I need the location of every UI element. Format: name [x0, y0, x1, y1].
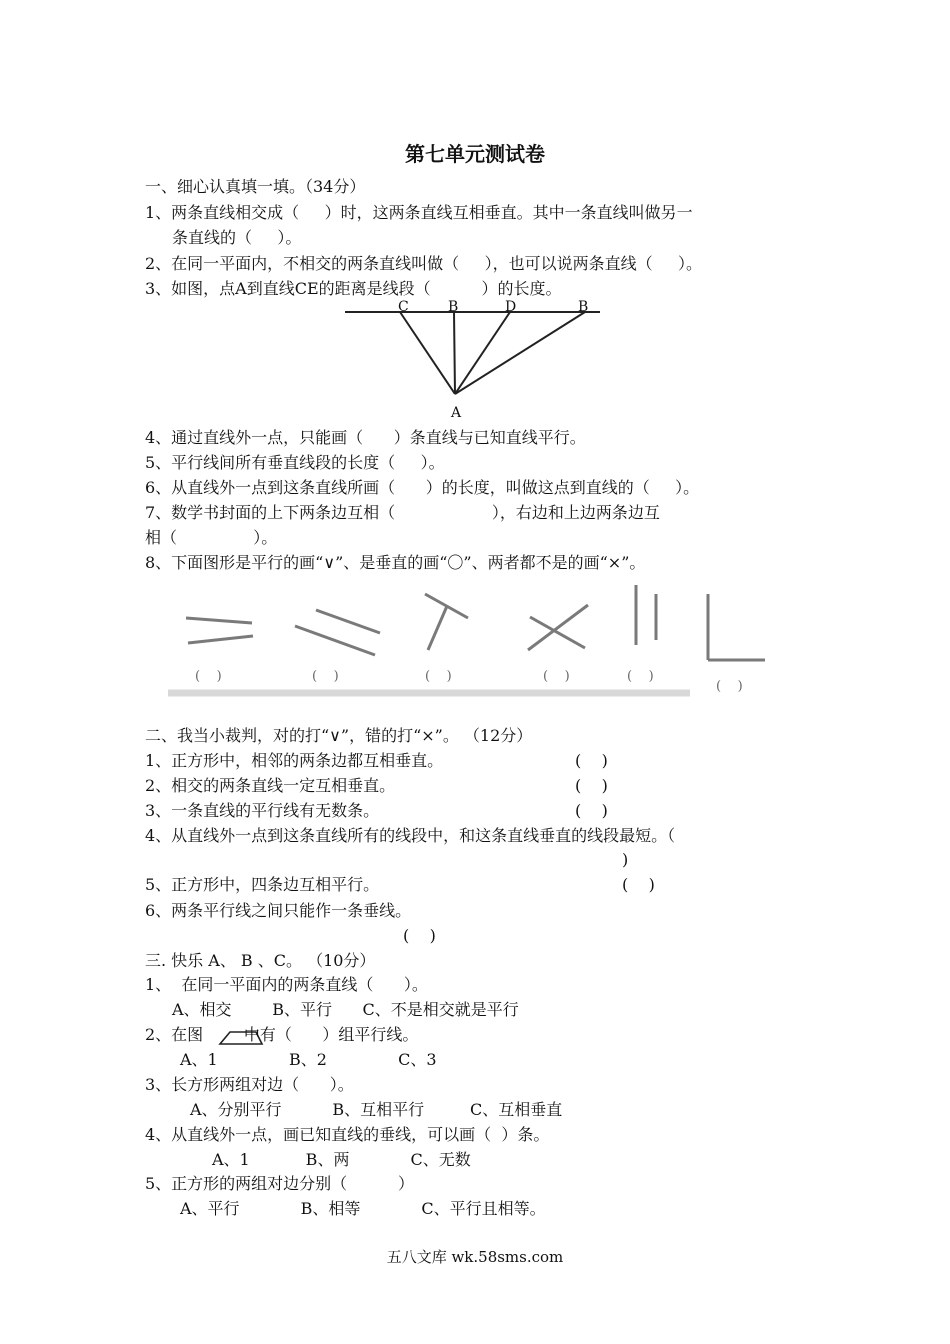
choice-4-options: A、1 B、两 C、无数 [212, 1150, 471, 1169]
page-title: 第七单元测试卷 [405, 142, 545, 166]
label-d: D [505, 299, 517, 315]
q1-line2: 条直线的（ ）。 [172, 228, 302, 247]
q2-line: 2、在同一平面内，不相交的两条直线叫做（ ），也可以说两条直线（ ）。 [145, 254, 703, 273]
q8-blank-6[interactable]: ( ) [716, 679, 743, 694]
judge-6: 6、两条平行线之间只能作一条垂线。 [145, 901, 412, 920]
judge-5-bracket[interactable]: ( ) [622, 875, 655, 894]
fig2-line-a [316, 610, 380, 633]
section2-heading: 二、我当小裁判，对的打“∨”，错的打“×”。 （12分） [145, 726, 533, 745]
fig3-line-b [428, 606, 447, 650]
q6-line: 6、从直线外一点到这条直线所画（ ）的长度，叫做这点到直线的（ ）。 [145, 478, 700, 497]
judge-2: 2、相交的两条直线一定互相垂直。 [145, 776, 396, 795]
segment-ad [455, 312, 510, 394]
judge-4: 4、从直线外一点到这条直线所有的线段中，和这条直线垂直的线段最短。（ [145, 826, 676, 845]
q8-figures [186, 585, 765, 660]
segment-ab [454, 312, 455, 394]
section1-heading: 一、细心认真填一填。（34分） [145, 177, 366, 196]
choice-2: 2、在图 中有（ ）组平行线。 [145, 1025, 419, 1044]
choice-5: 5、正方形的两组对边分别（ ） [145, 1174, 415, 1193]
label-a: A [451, 405, 462, 421]
choice-2-options: A、1 B、2 C、3 [180, 1050, 437, 1069]
fig2-line-b [295, 626, 375, 655]
q7-line1: 7、数学书封面的上下两条边互相（ ），右边和上边两条边互 [145, 503, 660, 522]
choice-4: 4、从直线外一点，画已知直线的垂线，可以画（ ）条。 [145, 1125, 550, 1144]
point-to-line-figure [345, 312, 600, 394]
q1-line1: 1、两条直线相交成（ ）时，这两条直线互相垂直。其中一条直线叫做另一 [145, 203, 693, 222]
judge-3-bracket[interactable]: ( ) [575, 801, 608, 820]
choice-1: 1、 在同一平面内的两条直线（ ）。 [145, 975, 428, 994]
footer-watermark: 五八文库 wk.58sms.com [386, 1248, 564, 1266]
fig1-line-a [186, 618, 252, 623]
judge-3: 3、一条直线的平行线有无数条。 [145, 801, 380, 820]
segment-ae [455, 312, 585, 394]
choice-1-options: A、相交 B、平行 C、不是相交就是平行 [172, 1000, 519, 1019]
q8-blank-1[interactable]: ( ) [195, 669, 222, 684]
q3-line: 3、如图，点A到直线CE的距离是线段（ ）的长度。 [145, 279, 562, 298]
q8-blank-4[interactable]: ( ) [543, 669, 570, 684]
label-b2: B [578, 299, 589, 315]
q8-blank-5[interactable]: ( ) [627, 669, 654, 684]
label-c: C [398, 299, 409, 315]
q8-line: 8、下面图形是平行的画“∨”、是垂直的画“〇”、两者都不是的画“×”。 [145, 553, 646, 572]
label-b1: B [448, 299, 459, 315]
q4-line: 4、通过直线外一点，只能画（ ）条直线与已知直线平行。 [145, 428, 586, 447]
q8-blank-3[interactable]: ( ) [425, 669, 452, 684]
judge-1: 1、正方形中，相邻的两条边都互相垂直。 [145, 751, 444, 770]
q8-blank-2[interactable]: ( ) [312, 669, 339, 684]
judge-2-bracket[interactable]: ( ) [575, 776, 608, 795]
section3-heading: 三. 快乐 A、 B 、C。 （10分） [145, 951, 376, 970]
judge-4-close: ) [622, 850, 629, 869]
choice-3: 3、长方形两组对边（ ）。 [145, 1075, 354, 1094]
choice-5-options: A、平行 B、相等 C、平行且相等。 [180, 1199, 546, 1218]
segment-ac [400, 312, 455, 394]
fig1-line-b [188, 636, 253, 643]
q7-line2: 相（ ）。 [145, 528, 278, 547]
judge-1-bracket[interactable]: ( ) [575, 751, 608, 770]
q5-line: 5、平行线间所有垂直线段的长度（ ）。 [145, 453, 445, 472]
judge-5: 5、正方形中，四条边互相平行。 [145, 875, 380, 894]
choice-3-options: A、分别平行 B、互相平行 C、互相垂直 [190, 1100, 563, 1119]
judge-6-bracket[interactable]: ( ) [403, 926, 436, 945]
